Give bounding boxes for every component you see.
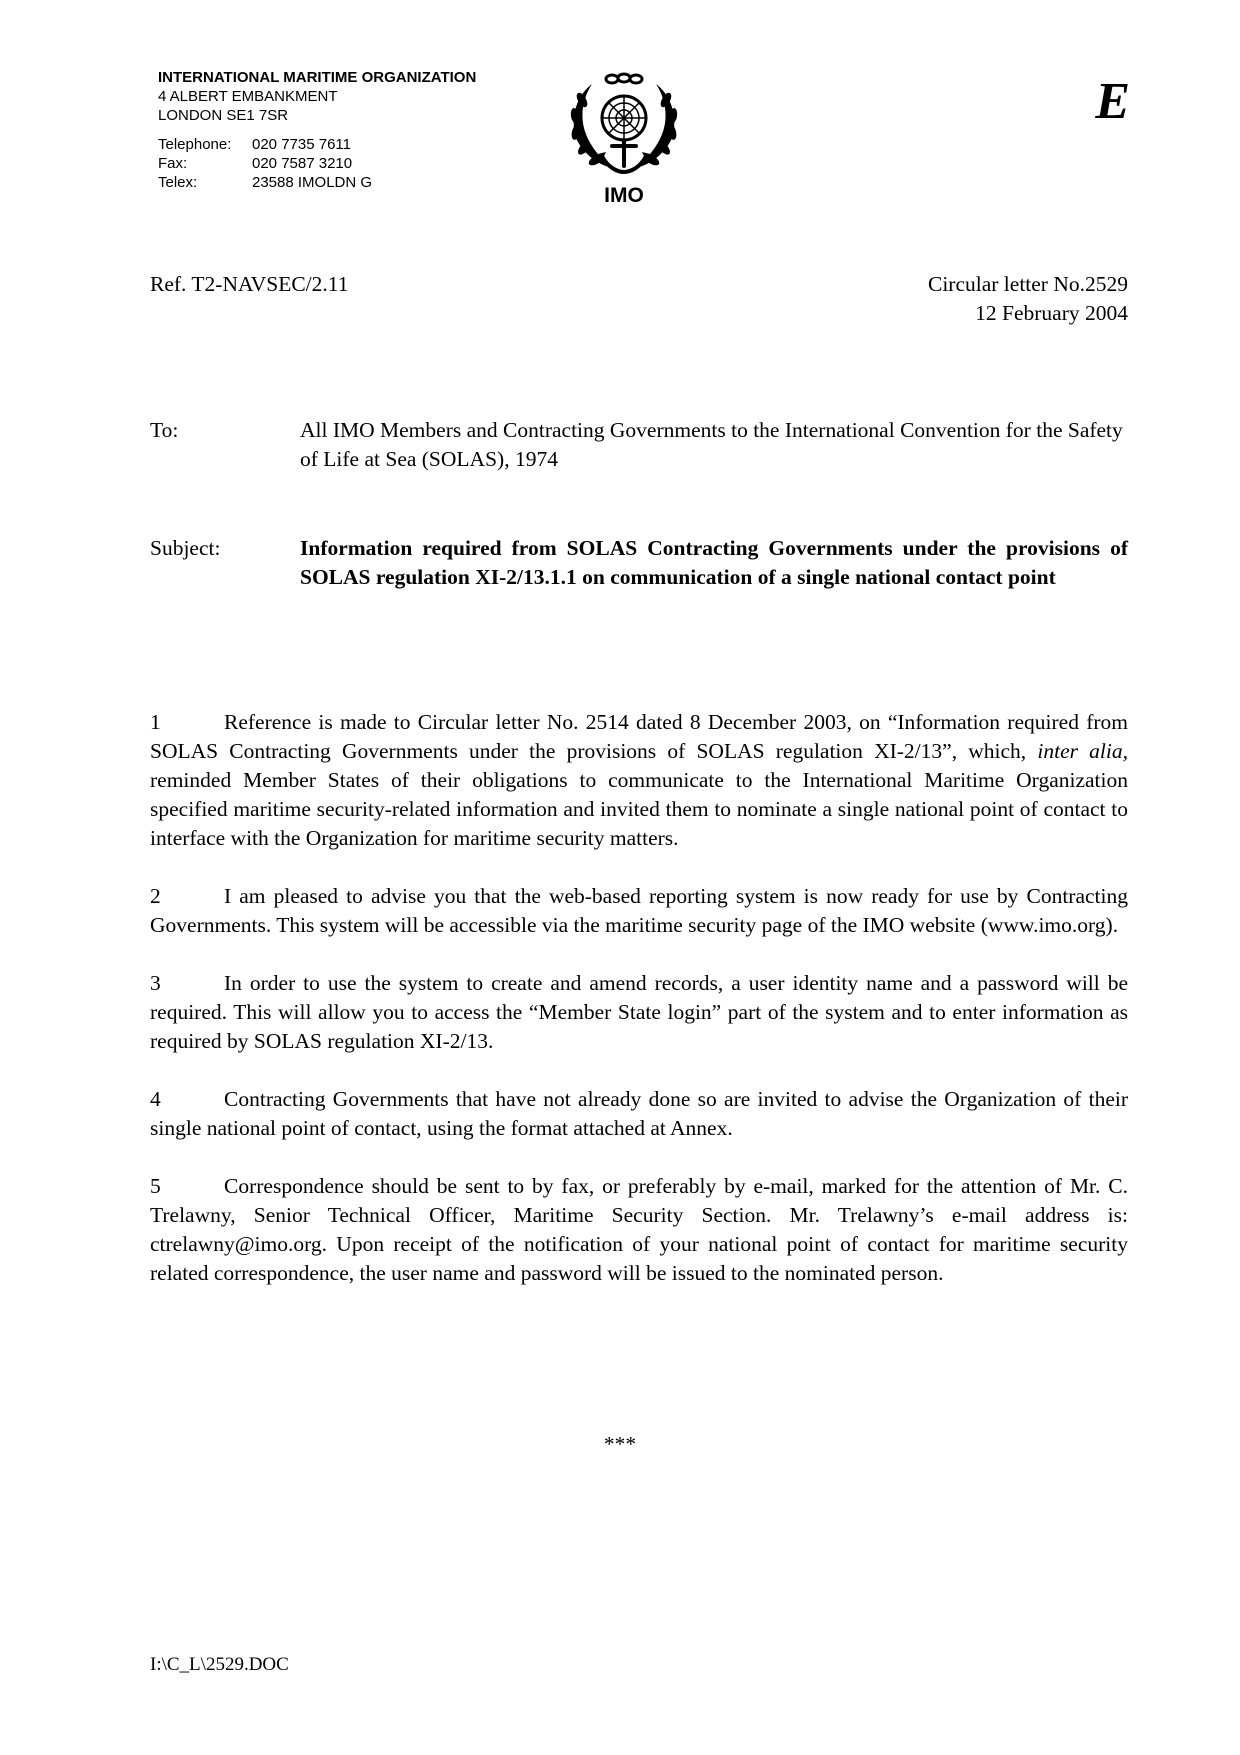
subject-label: Subject: xyxy=(150,536,221,560)
paragraph-number: 3 xyxy=(150,971,161,995)
contact-row-fax xyxy=(158,154,372,173)
paragraph-text: Correspondence should be sent to by fax, or preferably by e-mail, marked for the attention of Mr. C. Trelawny, Senior Technical Officer, Maritime Security Section. Mr. Trelawny’s e-mail address is: ctrelawny@imo.org. Upon receipt of the notification of your national point of contact for maritime security related correspondence, the user name and password will be issued to the nominated person. xyxy=(150,1174,1128,1285)
paragraph-text: I am pleased to advise you that the web-based reporting system is now ready for use by Contracting Governments. This system will be accessible via the maritime security page of the IMO website (www.imo.org). xyxy=(150,884,1128,937)
address-line-2: LONDON SE1 7SR xyxy=(158,107,289,124)
contact-label: Telex: xyxy=(158,174,198,191)
paragraph-2 xyxy=(150,882,1128,940)
language-mark: E xyxy=(1095,73,1130,130)
contact-row-telephone xyxy=(158,135,372,154)
to-label: To: xyxy=(150,418,179,442)
circular-number: Circular letter No.2529 xyxy=(927,272,1128,296)
paragraph-text: Reference is made to Circular letter No. 2514 dated 8 December 2003, on “Information required from SOLAS Contracting Governments under the provisions of SOLAS regulation XI-2/13”, which, xyxy=(150,710,1128,763)
paragraph-italic-text: inter alia, xyxy=(1037,739,1128,763)
paragraph-number: 1 xyxy=(150,710,161,734)
contact-label: Fax: xyxy=(158,155,188,172)
contact-table xyxy=(158,135,372,192)
contact-value: 020 7735 7611 xyxy=(252,136,351,153)
org-name: INTERNATIONAL MARITIME ORGANIZATION xyxy=(158,69,477,86)
contact-label: Telephone: xyxy=(158,136,232,153)
paragraph-text: reminded Member States of their obligations to communicate to the International Maritime Organization specified maritime security-related information and invited them to nominate a single national point of contact to interface with the Organization for maritime security matters. xyxy=(150,768,1128,850)
file-path-footer: I:\C_L\2529.DOC xyxy=(150,1654,289,1675)
org-address-block xyxy=(158,68,476,192)
paragraph-4 xyxy=(150,1085,1128,1143)
contact-value: 020 7587 3210 xyxy=(252,155,353,172)
circular-info xyxy=(928,270,1128,328)
letter-body xyxy=(150,708,1128,1317)
contact-value: 23588 IMOLDN G xyxy=(252,174,373,191)
section-separator: *** xyxy=(603,1432,637,1456)
imo-emblem-icon xyxy=(562,70,686,182)
address-line-1: 4 ALBERT EMBANKMENT xyxy=(158,88,338,105)
subject-text: Information required from SOLAS Contracting Governments under the provisions of SOLAS regulation XI-2/13.1.1 on communication of a single national contact point xyxy=(300,536,1128,589)
paragraph-number: 4 xyxy=(150,1087,161,1111)
paragraph-text: Contracting Governments that have not already done so are invited to advise the Organization of their single national point of contact, using the format attached at Annex. xyxy=(150,1087,1128,1140)
paragraph-3 xyxy=(150,969,1128,1056)
paragraph-text: In order to use the system to create and amend records, a user identity name and a password will be required. This will allow you to access the “Member State login” part of the system and to enter information as required by SOLAS regulation XI-2/13. xyxy=(150,971,1128,1053)
paragraph-number: 2 xyxy=(150,884,161,908)
paragraph-5 xyxy=(150,1172,1128,1288)
paragraph-1 xyxy=(150,708,1128,853)
reference-number: Ref. T2-NAVSEC/2.11 xyxy=(150,272,349,296)
to-recipients: All IMO Members and Contracting Governments to the International Convention for the Safety of Life at Sea (SOLAS), 1974 xyxy=(300,418,1123,471)
paragraph-number: 5 xyxy=(150,1174,161,1198)
contact-row-telex xyxy=(158,173,372,192)
letter-date: 12 February 2004 xyxy=(975,301,1128,325)
emblem-label: IMO xyxy=(604,184,644,207)
